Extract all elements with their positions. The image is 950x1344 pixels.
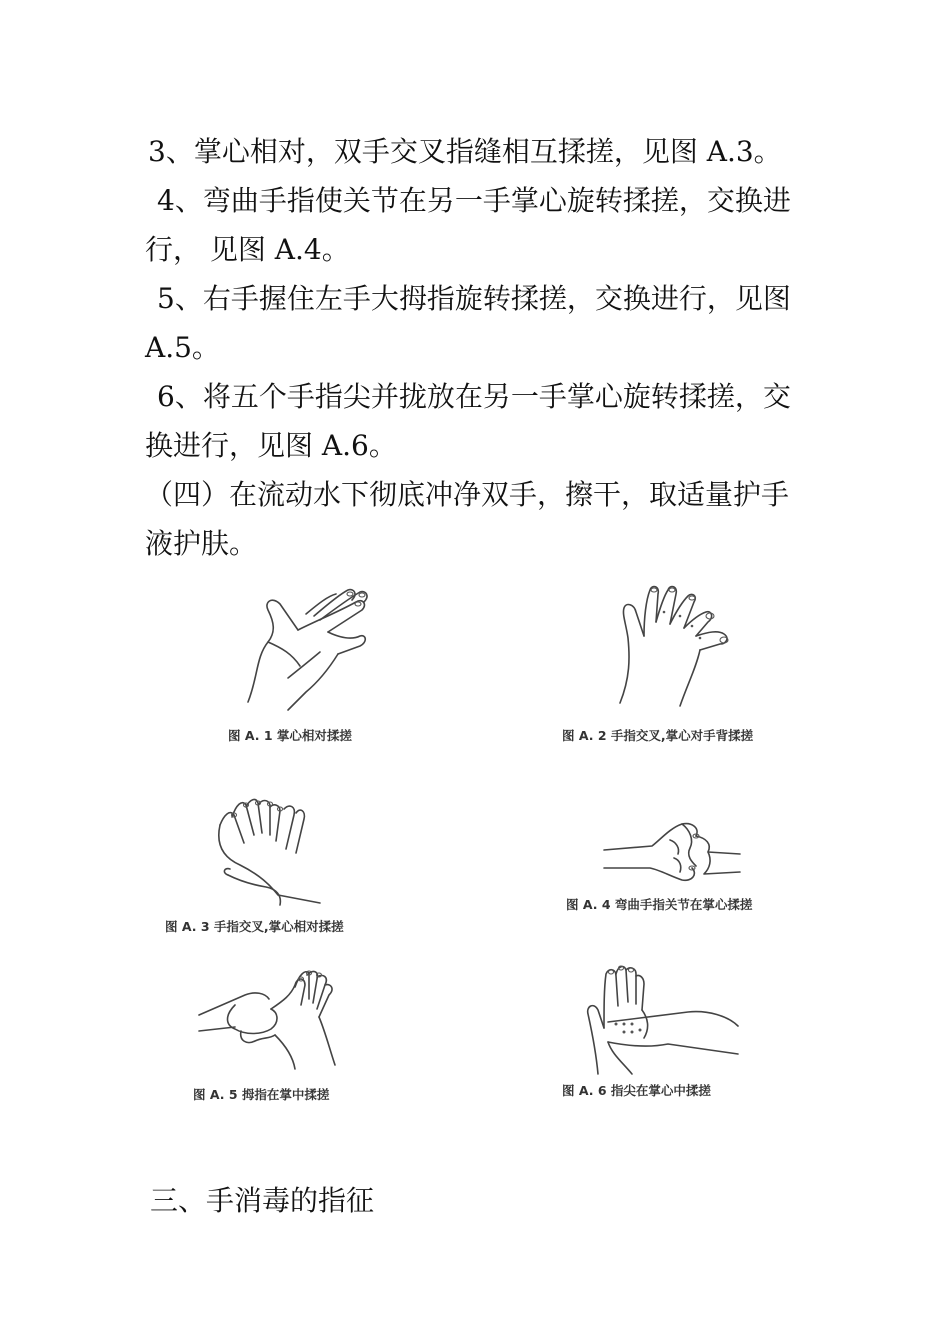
fingers-interlaced-illustration: [200, 795, 340, 915]
thumb-in-palm-illustration: [195, 965, 355, 1075]
figure-a6-caption: 图 A. 6 指尖在掌心中揉搓: [562, 1083, 711, 1098]
step-5-paragraph: 5、右手握住左手大拇指旋转揉搓，交换进行，见图 A.5。: [145, 282, 791, 364]
palm-over-back-illustration: [600, 578, 750, 708]
section-heading: 三、手消毒的指征: [150, 1184, 375, 1217]
step-four-rinse-paragraph: （四）在流动水下彻底冲净双手，擦干，取适量护手液护肤。: [145, 478, 790, 560]
figure-a1-caption: 图 A. 1 掌心相对揉搓: [228, 728, 352, 743]
fingertips-in-palm-illustration: [578, 962, 748, 1077]
step-4-paragraph: 4、弯曲手指使关节在另一手掌心旋转揉搓，交换进行， 见图 A.4。: [145, 184, 791, 266]
figure-a4-caption: 图 A. 4 弯曲手指关节在掌心揉搓: [566, 897, 753, 912]
knuckles-in-palm-illustration: [600, 810, 750, 890]
palms-together-illustration: [228, 582, 388, 712]
figure-a3-caption: 图 A. 3 手指交叉,掌心相对揉搓: [165, 919, 344, 934]
figure-a2-caption: 图 A. 2 手指交叉,掌心对手背揉搓: [562, 728, 754, 743]
step-3-paragraph: 3、掌心相对，双手交叉指缝相互揉搓，见图 A.3。: [148, 135, 782, 168]
step-6-paragraph: 6、将五个手指尖并拢放在另一手掌心旋转揉搓，交换进行，见图 A.6。: [145, 380, 791, 462]
figure-a5-caption: 图 A. 5 拇指在掌中揉搓: [193, 1087, 330, 1102]
